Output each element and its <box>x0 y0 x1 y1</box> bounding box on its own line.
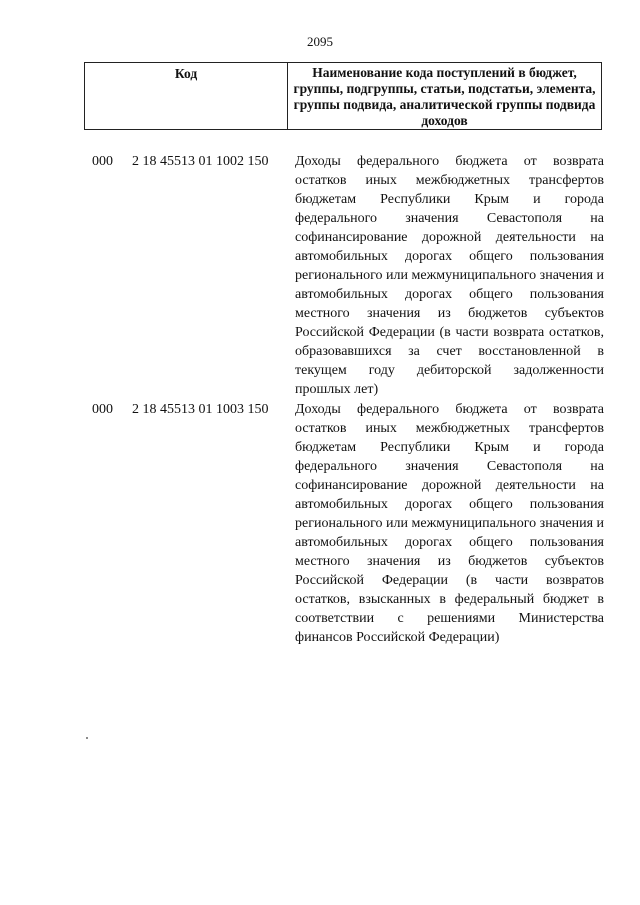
table-row <box>92 400 604 647</box>
table-header <box>84 62 602 130</box>
admin-code: 000 <box>92 154 113 169</box>
budget-code: 2 18 45513 01 1003 150 <box>132 402 269 417</box>
income-description: Доходы федерального бюджета от возврата остатков иных межбюджетных трансфертов бюджетам Республики Крым и города федерального значения Севастополя на софинансирование дорожной деятельности на автомобильных дорогах общего пользования регионального или межмуниципального значения и автомобильных дорогах общего пользования местного значения из бюджетов субъектов Российской Федерации (в части возврата остатков, образовавшихся за счет восстановленной в текущем году дебиторской задолженности прошлых лет) <box>295 154 605 397</box>
header-code: Код <box>85 63 288 129</box>
income-description: Доходы федерального бюджета от возврата остатков иных межбюджетных трансфертов бюджетам Республики Крым и города федерального значения Севастополя на софинансирование дорожной деятельности на автомобильных дорогах общего пользования регионального или межмуниципального значения и автомобильных дорогах общего пользования местного значения из бюджетов субъектов Российской Федерации (в части возвратов остатков, взысканных в федеральный бюджет в соответствии с решениями Министерства финансов Российской Федерации) <box>295 402 605 645</box>
scan-speck <box>86 737 88 739</box>
budget-code: 2 18 45513 01 1002 150 <box>132 154 269 169</box>
table-row <box>92 152 604 399</box>
header-name: Наименование кода поступлений в бюджет, группы, подгруппы, статьи, подстатьи, элемента, группы подвида, аналитической группы подвида доходов <box>293 65 596 128</box>
admin-code: 000 <box>92 402 113 417</box>
page-number: 2095 <box>307 34 333 49</box>
table-body <box>92 152 604 647</box>
